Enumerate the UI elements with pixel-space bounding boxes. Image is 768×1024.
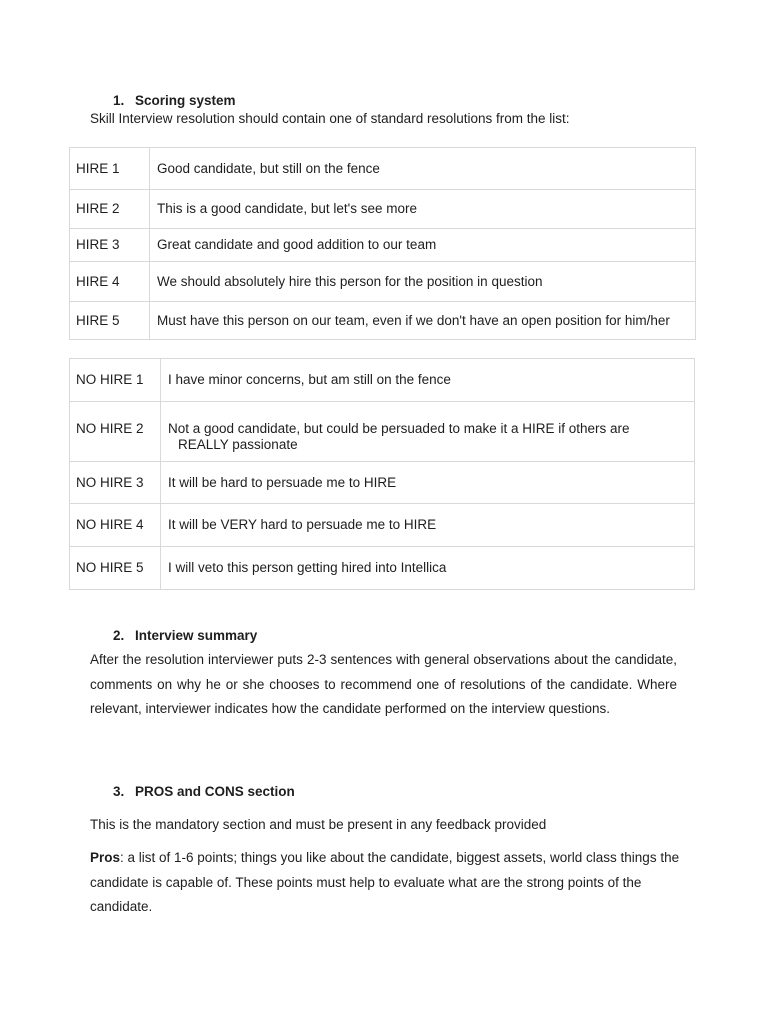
no-hire-resolutions-table [69,358,695,590]
resolution-description-line-1: Not a good candidate, but could be persuaded to make it a HIRE if others are [168,421,630,436]
table-row [70,504,695,547]
resolution-code: NO HIRE 1 [70,359,161,402]
resolution-description-line-2: REALLY passionate [178,437,298,452]
resolution-description: It will be VERY hard to persuade me to HIRE [161,504,695,547]
table-row [70,302,696,340]
pros-text: : a list of 1-6 points; things you like about the candidate, biggest assets, world class things the candidate is capable of. These points must help to evaluate what are the strong points of the candidate. [90,850,680,914]
resolution-description: This is a good candidate, but let's see more [150,190,696,229]
resolution-code: HIRE 3 [70,229,150,262]
resolution-code: HIRE 2 [70,190,150,229]
pros-paragraph [90,846,680,920]
resolution-description: I have minor concerns, but am still on the fence [161,359,695,402]
section-2-body: After the resolution interviewer puts 2-3 sentences with general observations about the candidate, comments on why he or she chooses to recommend one of resolutions of the candidate. Where relevant, interviewer indicates how the candidate performed on the interview questions. [90,652,677,716]
resolution-code: NO HIRE 4 [70,504,161,547]
table-row [70,462,695,504]
table-row [70,148,696,190]
table-row [70,262,696,302]
section-3-heading [113,784,295,799]
section-1-number: 1. [113,93,125,108]
section-2-heading [113,628,257,643]
resolution-description: It will be hard to persuade me to HIRE [161,462,695,504]
section-3-number: 3. [113,784,125,799]
resolution-description: Good candidate, but still on the fence [150,148,696,190]
resolution-code: NO HIRE 3 [70,462,161,504]
resolution-description: Must have this person on our team, even if we don't have an open position for him/her [150,302,696,340]
resolution-description [161,402,695,462]
resolution-code: HIRE 5 [70,302,150,340]
table-row [70,402,695,462]
table-row [70,229,696,262]
section-2-title: Interview summary [135,628,258,643]
resolution-code: NO HIRE 2 [70,402,161,462]
section-1-title: Scoring system [135,93,236,108]
resolution-description: We should absolutely hire this person for the position in question [150,262,696,302]
table-row [70,190,696,229]
table-row [70,359,695,402]
hire-resolutions-table [69,147,696,340]
resolution-code: HIRE 1 [70,148,150,190]
pros-label: Pros [90,850,121,865]
resolution-code: NO HIRE 5 [70,547,161,590]
resolution-description: I will veto this person getting hired into Intellica [161,547,695,590]
section-1-intro: Skill Interview resolution should contain one of standard resolutions from the list: [90,111,570,126]
section-3-intro: This is the mandatory section and must be present in any feedback provided [90,817,547,832]
resolution-description: Great candidate and good addition to our team [150,229,696,262]
table-row [70,547,695,590]
section-3-title: PROS and CONS section [135,784,295,799]
section-1-heading [113,93,236,108]
section-2-number: 2. [113,628,125,643]
resolution-code: HIRE 4 [70,262,150,302]
